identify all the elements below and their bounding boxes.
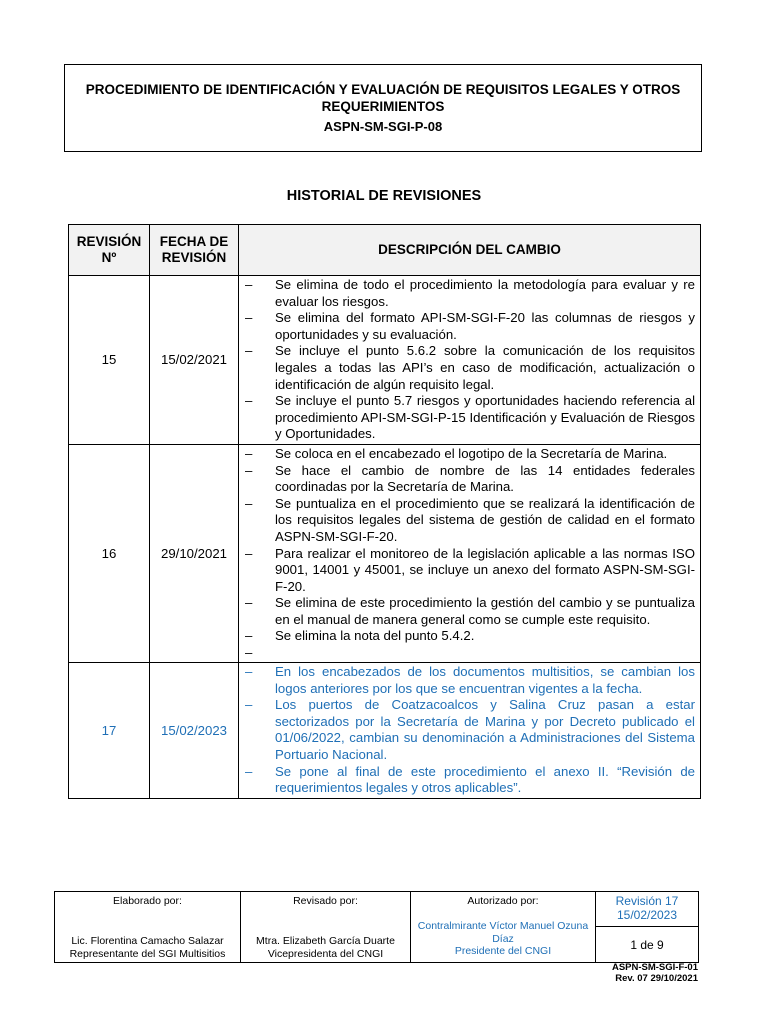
- document-title: PROCEDIMIENTO DE IDENTIFICACIÓN Y EVALUACIÓN DE REQUISITOS LEGALES Y OTROS REQUERIMIENTOS: [85, 82, 681, 114]
- form-code-rev: Rev. 07 29/10/2021: [615, 973, 698, 984]
- change-item: – Se elimina la nota del punto 5.4.2.: [245, 628, 475, 644]
- revisado-label: Revisado por:: [293, 895, 358, 907]
- revision-date: 29/10/2021: [150, 444, 239, 662]
- page-number: 1 de 9: [596, 927, 699, 963]
- revision-description: [239, 444, 701, 662]
- table-row: [69, 276, 701, 445]
- revision-description: [239, 663, 701, 799]
- form-code: [560, 962, 698, 984]
- revisado-cell: [241, 892, 411, 963]
- autorizado-cell: [411, 892, 596, 963]
- revisado-role: Vicepresidenta del CNGI: [267, 947, 384, 960]
- revision-date: 15/02/2023: [150, 663, 239, 799]
- col-revision-header: REVISIÓN Nº: [69, 225, 150, 276]
- revision-date: 15/02/2021: [150, 276, 239, 445]
- revision-history-table: [68, 224, 701, 799]
- revisado-name: Mtra. Elizabeth García Duarte: [256, 935, 395, 947]
- autorizado-label: Autorizado por:: [467, 895, 539, 907]
- change-item: – Se coloca en el encabezado el logotipo de la Secretaría de Marina.: [245, 445, 668, 461]
- revision-number: 15: [69, 276, 150, 445]
- revision-cell: [596, 892, 699, 927]
- col-fecha-header: FECHA DE REVISIÓN: [150, 225, 239, 276]
- elaborado-role: Representante del SGI Multisitios: [69, 947, 226, 960]
- elaborado-name: Lic. Florentina Camacho Salazar: [71, 935, 224, 947]
- change-item: – Se elimina de este procedimiento la gestión del cambio y se puntualiza en el manual de manera general como se cumple este requisito.: [245, 595, 695, 627]
- table-row: [69, 663, 701, 799]
- revision-number: 17: [69, 663, 150, 799]
- document-code: ASPN-SM-SGI-P-08: [323, 119, 443, 134]
- revision-number: 16: [69, 444, 150, 662]
- elaborado-cell: [55, 892, 241, 963]
- change-item: – Se elimina del formato API-SM-SGI-F-20 las columnas de riesgos y oportunidades y su evaluación.: [245, 310, 695, 342]
- revision-description: [239, 276, 701, 445]
- change-item: – Se incluye el punto 5.6.2 sobre la comunicación de los requisitos legales a todas las API’s en caso de modificación, actualización o identificación de algún requisito legal.: [245, 343, 695, 392]
- change-item: – Se pone al final de este procedimiento el anexo II. “Revisión de requerimientos legales y otros aplicables”.: [245, 763, 695, 796]
- col-descripcion-header: DESCRIPCIÓN DEL CAMBIO: [239, 225, 701, 276]
- change-item: –: [245, 645, 253, 661]
- revision-cell-date: 15/02/2023: [616, 908, 678, 922]
- change-item: – Se puntualiza en el procedimiento que se realizará la identificación de los requisitos legales del sistema de gestión de calidad en el formato ASPN-SM-SGI-F-20.: [245, 495, 695, 544]
- table-row: [69, 444, 701, 662]
- change-item: – Se hace el cambio de nombre de las 14 entidades federales coordinadas por la Secretaría de Marina.: [245, 462, 695, 495]
- change-item: – Los puertos de Coatzacoalcos y Salina Cruz pasan a estar sectorizados por la Secretaría de Marina y por Decreto publicado el 01/06/2022, cambian su denominación a Administraciones del Sistema Portuario Nacional.: [245, 697, 695, 763]
- elaborado-label: Elaborado por:: [113, 895, 182, 907]
- table-header-row: [69, 225, 701, 276]
- section-title: HISTORIAL DE REVISIONES: [286, 188, 482, 204]
- signature-table: [54, 891, 699, 963]
- autorizado-name: Contralmirante Víctor Manuel Ozuna Díaz: [417, 920, 589, 945]
- change-item: – Se incluye el punto 5.7 riesgos y oportunidades haciendo referencia al procedimiento API-SM-SGI-P-15 Identificación y Evaluación de Riesgos y Oportunidades.: [245, 393, 695, 442]
- change-item: – Para realizar el monitoreo de la legislación aplicable a las normas ISO 9001, 14001 y 45001, se incluye un anexo del formato ASPN-SM-SGI-F-20.: [245, 545, 695, 594]
- revision-label: Revisión 17: [615, 894, 679, 908]
- form-code-id: ASPN-SM-SGI-F-01: [611, 962, 698, 973]
- autorizado-role: Presidente del CNGI: [454, 945, 552, 957]
- change-item: – Se elimina de todo el procedimiento la metodología para evaluar y re evaluar los riesgos.: [245, 277, 695, 309]
- document-header: [64, 64, 702, 152]
- change-item: – En los encabezados de los documentos multisitios, se cambian los logos anteriores por los que se encuentran vigentes a la fecha.: [245, 664, 695, 696]
